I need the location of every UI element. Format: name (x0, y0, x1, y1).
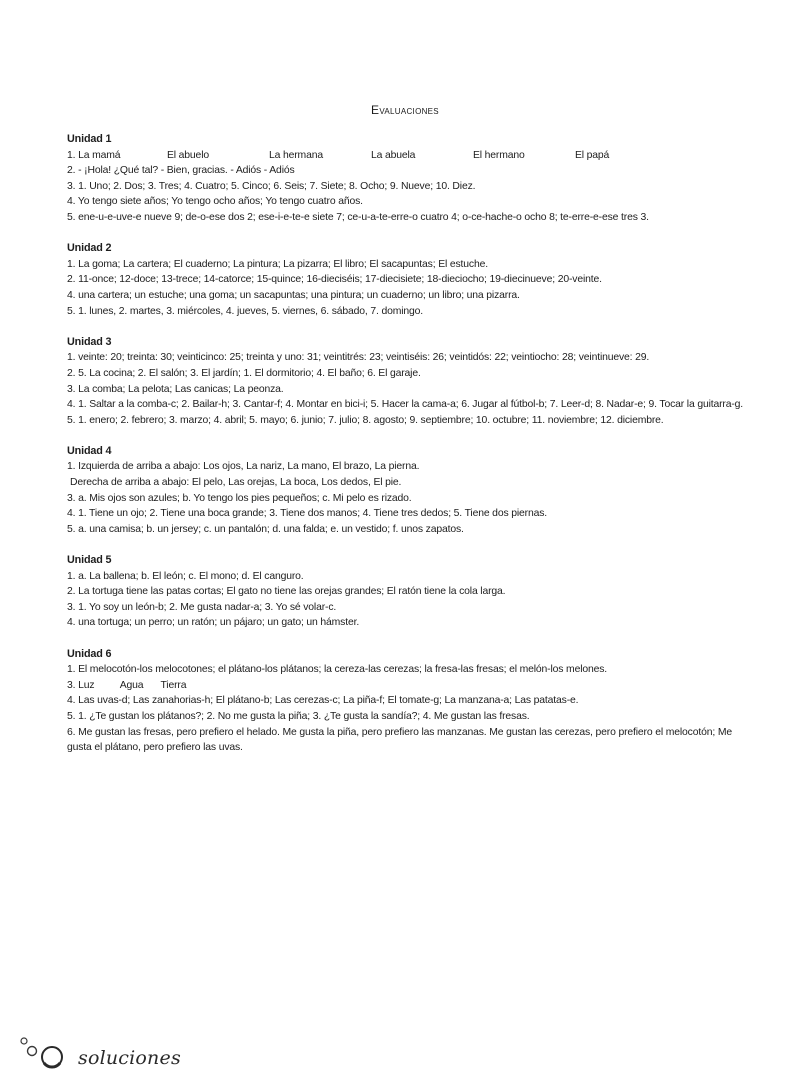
unit-4 (67, 444, 757, 538)
unit-title: Unidad 5 (67, 554, 112, 567)
answer-line: 4. una cartera; un estuche; una goma; un sacapuntas; una pintura; un cuaderno; un libro; una pizarra. (67, 289, 520, 301)
unit-title: Unidad 6 (67, 647, 112, 660)
answer-item: Tierra (160, 679, 187, 691)
answer-line: 5. 1. ¿Te gustan los plátanos?; 2. No me gusta la piña; 3. ¿Te gusta la sandía?; 4. Me gustan las fresas. (67, 710, 530, 722)
answer-line: 1. veinte: 20; treinta: 30; veinticinco: 25; treinta y uno: 31; veintitrés: 23; veintiséis: 26; veintidós: 22; veintiocho: 28; veintinueve: 29. (67, 352, 650, 364)
answer-line: 1. a. La ballena; b. El león; c. El mono; d. El canguro. (67, 570, 304, 582)
answer-line: 1. Izquierda de arriba a abajo: Los ojos, La nariz, La mano, El brazo, La pierna. (67, 461, 420, 473)
unit-6 (67, 647, 757, 756)
answer-line: 3. a. Mis ojos son azules; b. Yo tengo los pies pequeños; c. Mi pelo es rizado. (67, 492, 412, 504)
bubbles-logo-icon (18, 1033, 78, 1073)
answer-line: 3. La comba; La pelota; Las canicas; La peonza. (67, 383, 284, 395)
unit-title: Unidad 3 (67, 335, 112, 348)
unit-2 (67, 241, 757, 319)
unit-1 (67, 132, 757, 226)
footer (18, 1033, 188, 1073)
answer-line: 4. Yo tengo siete años; Yo tengo ocho años; Yo tengo cuatro años. (67, 196, 363, 208)
answer-line: 2. - ¡Hola! ¿Qué tal? - Bien, gracias. - Adiós - Adiós (67, 165, 295, 177)
answer-line: 3. 1. Yo soy un león-b; 2. Me gusta nadar-a; 3. Yo sé volar-c. (67, 601, 337, 613)
exercise-3-row (67, 678, 757, 694)
answer-item: El abuelo (167, 149, 209, 161)
answer-line: 5. 1. enero; 2. febrero; 3. marzo; 4. abril; 5. mayo; 6. junio; 7. julio; 8. agosto; 9. septiembre; 10. octubre; 11. noviembre; 12. diciembre. (67, 414, 664, 426)
answer-item: El papá (575, 149, 610, 161)
answer-item: 3. Luz (67, 679, 95, 691)
answer-line: 5. a. una camisa; b. un jersey; c. un pantalón; d. una falda; e. un vestido; f. unos zapatos. (67, 523, 464, 535)
page-title: Evaluaciones (371, 103, 439, 117)
answer-line: 4. una tortuga; un perro; un ratón; un pájaro; un gato; un hámster. (67, 617, 360, 629)
answer-line: 3. 1. Uno; 2. Dos; 3. Tres; 4. Cuatro; 5. Cinco; 6. Seis; 7. Siete; 8. Ocho; 9. Nueve; 10. Diez. (67, 180, 476, 192)
unit-5 (67, 553, 757, 631)
answer-item: El hermano (473, 149, 525, 161)
answer-line: 5. 1. lunes, 2. martes, 3. miércoles, 4. jueves, 5. viernes, 6. sábado, 7. domingo. (67, 305, 424, 317)
answer-line: 6. Me gustan las fresas, pero prefiero el helado. Me gusta la piña, pero prefiero las manzanas. Me gustan las cerezas, pero prefiero el melocotón; Me gusta el plátano, pero prefiero las uvas. (67, 726, 732, 754)
answer-line: 2. 11-once; 12-doce; 13-trece; 14-catorce; 15-quince; 16-dieciséis; 17-diecisiete; 18-dieciocho; 19-diecinueve; 20-veinte. (67, 274, 602, 286)
answer-line: 1. El melocotón-los melocotones; el plátano-los plátanos; la cereza-las cerezas; la fresa-las fresas; el melón-los melones. (67, 664, 608, 676)
answer-key (67, 132, 757, 771)
answer-item: La abuela (371, 149, 416, 161)
answer-line: Derecha de arriba a abajo: El pelo, Las orejas, La boca, Los dedos, El pie. (70, 477, 402, 489)
answer-line: 4. Las uvas-d; Las zanahorias-h; El plátano-b; Las cerezas-c; La piña-f; El tomate-g; La manzana-a; Las patatas-e. (67, 695, 579, 707)
answer-item: La hermana (269, 149, 323, 161)
answer-line: 2. La tortuga tiene las patas cortas; El gato no tiene las orejas grandes; El ratón tiene la cola larga. (67, 586, 506, 598)
exercise-1-row (67, 148, 757, 164)
footer-label: soluciones (78, 1047, 181, 1069)
answer-line: 4. 1. Tiene un ojo; 2. Tiene una boca grande; 3. Tiene dos manos; 4. Tiene tres dedos; 5. Tiene dos piernas. (67, 508, 547, 520)
unit-title: Unidad 1 (67, 133, 112, 145)
answer-line: 5. ene-u-e-uve-e nueve 9; de-o-ese dos 2; ese-i-e-te-e siete 7; ce-u-a-te-erre-o cuatro 4; o-ce-hache-o ocho 8; te-erre-e-ese tres 3. (67, 211, 649, 223)
answer-line: 1. La goma; La cartera; El cuaderno; La pintura; La pizarra; El libro; El sacapuntas; El estuche. (67, 258, 488, 270)
answer-item: 1. La mamá (67, 149, 121, 161)
unit-title: Unidad 2 (67, 242, 112, 255)
unit-title: Unidad 4 (67, 444, 112, 457)
answer-line: 2. 5. La cocina; 2. El salón; 3. El jardín; 1. El dormitorio; 4. El baño; 6. El garaje. (67, 367, 421, 379)
answer-line: 4. 1. Saltar a la comba-c; 2. Bailar-h; 3. Cantar-f; 4. Montar en bici-i; 5. Hacer la cama-a; 6. Jugar al fútbol-b; 7. Leer-d; 8. Nadar-e; 9. Tocar la guitarra-g. (67, 399, 744, 411)
answer-item: Agua (119, 679, 144, 691)
unit-3 (67, 335, 757, 429)
